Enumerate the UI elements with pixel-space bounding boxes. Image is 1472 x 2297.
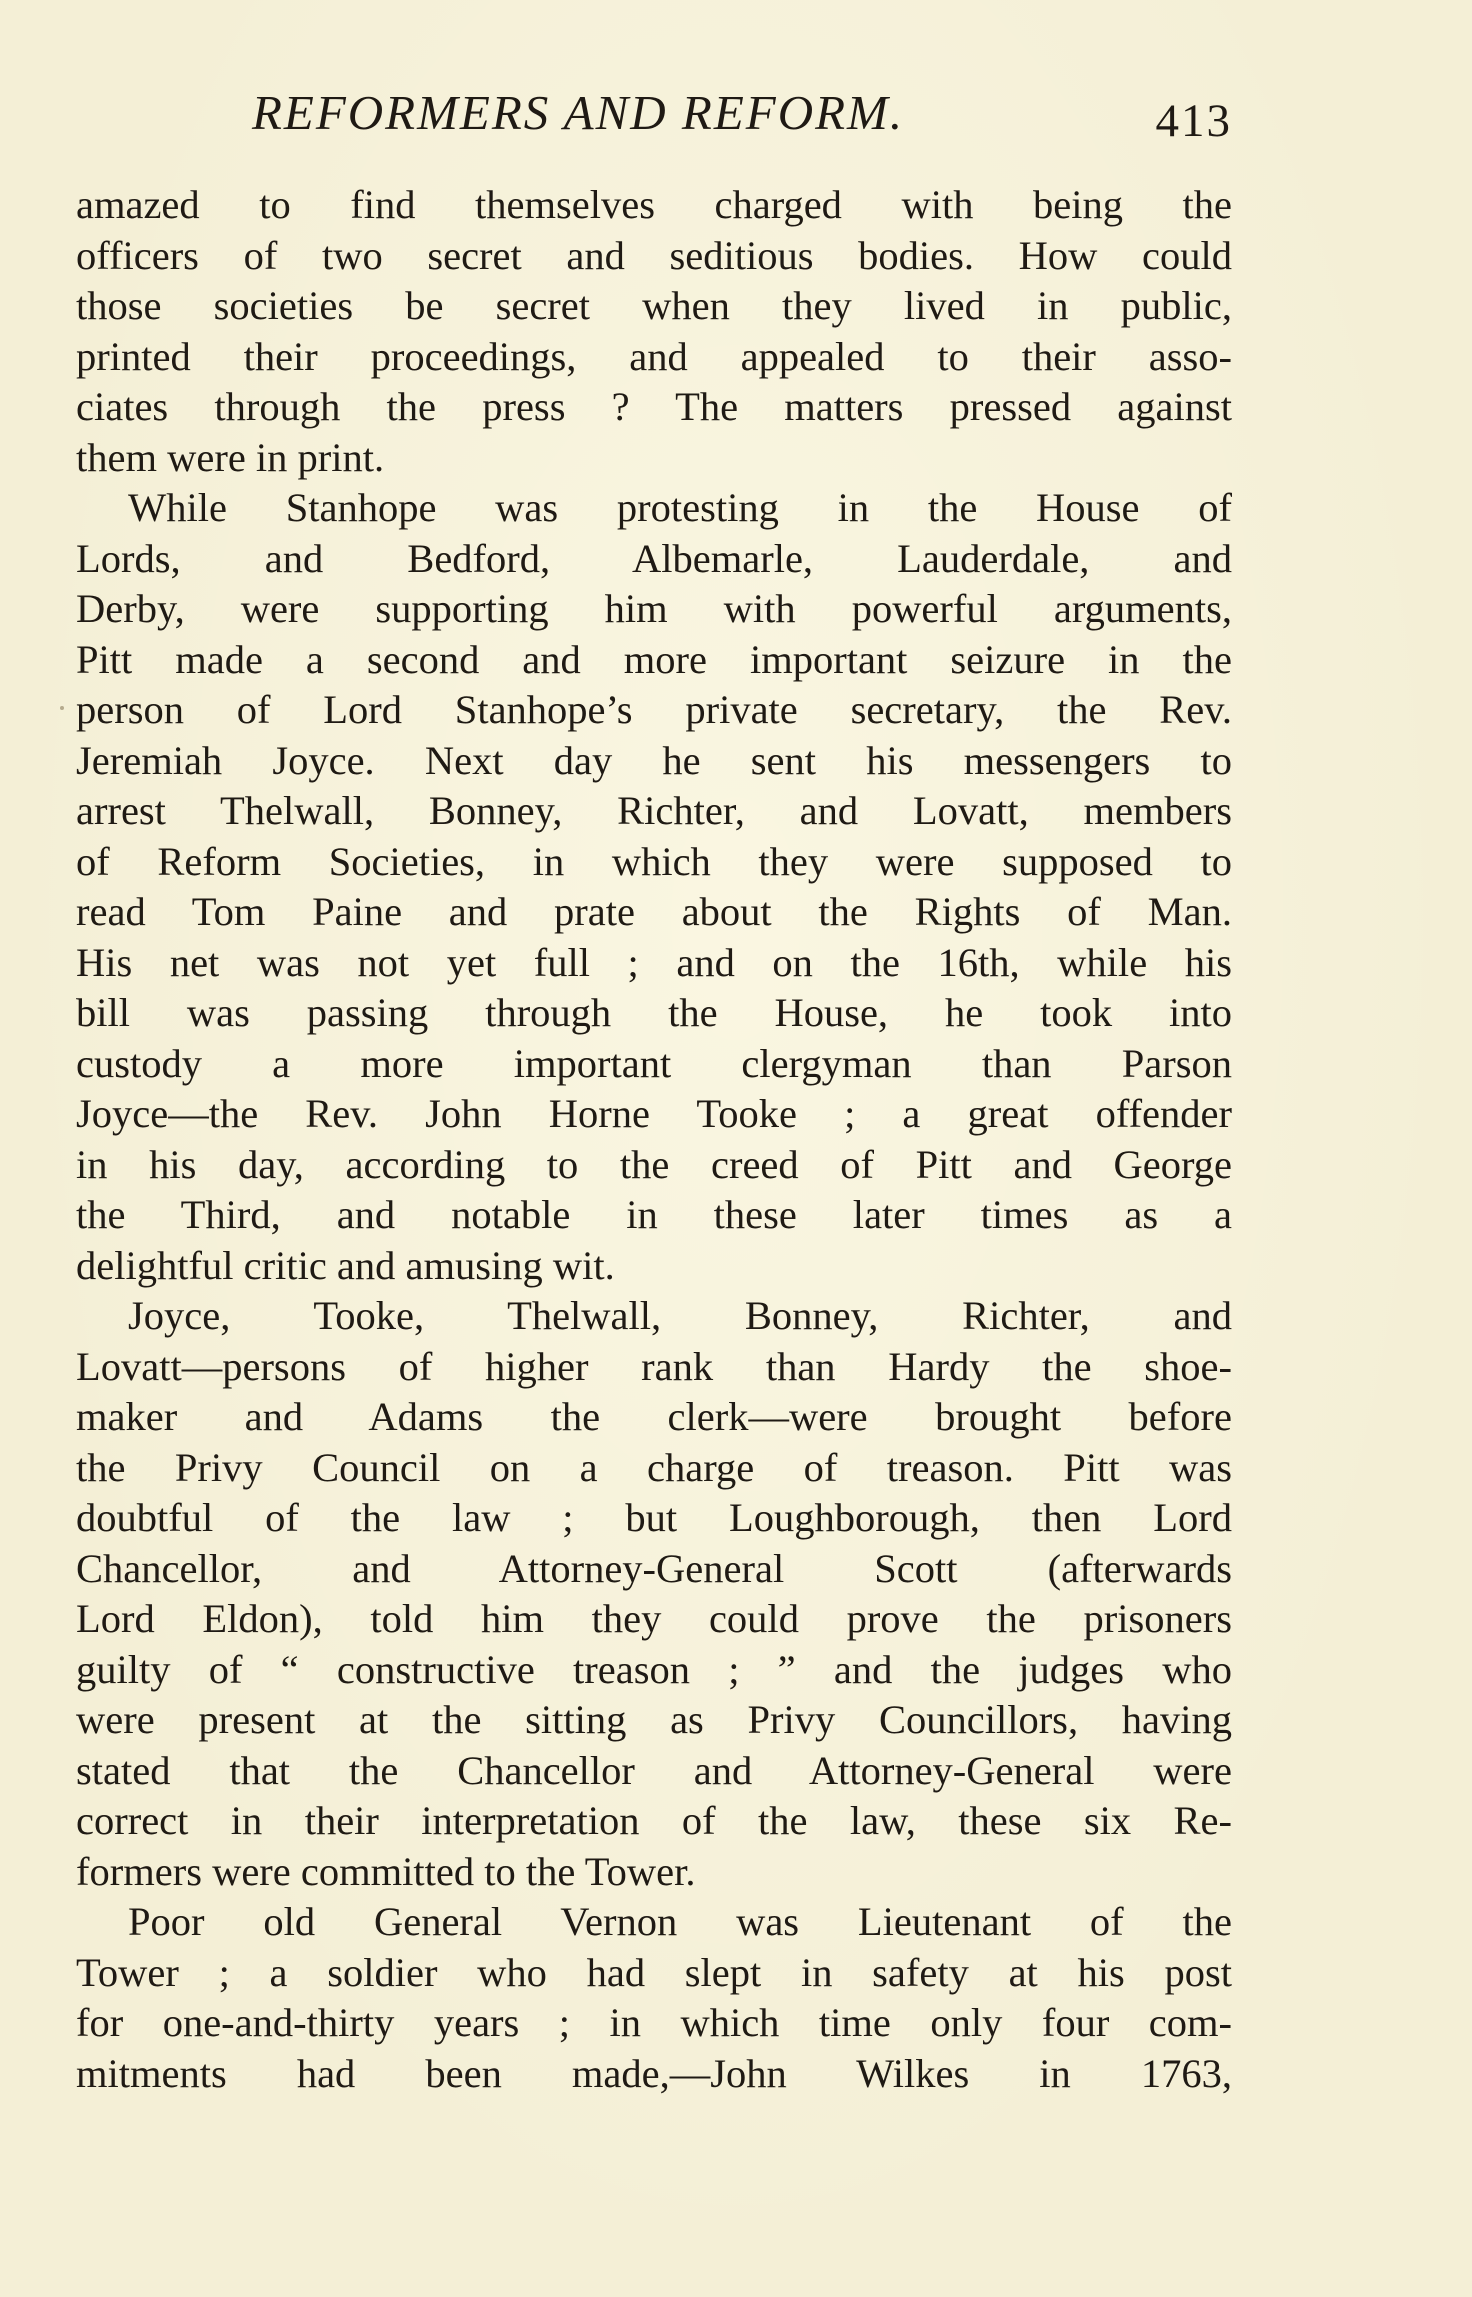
text-line: Poor old General Vernon was Lieutenant of the: [128, 1899, 1232, 1944]
text-line: person of Lord Stanhope’s private secretary, the Rev.: [76, 687, 1232, 732]
text-line: were present at the sitting as Privy Councillors, having: [76, 1697, 1232, 1742]
text-line: doubtful of the law ; but Loughborough, then Lord: [76, 1495, 1232, 1540]
page-number: 413: [1155, 95, 1232, 147]
text-line: guilty of “ constructive treason ; ” and the judges who: [76, 1646, 1232, 1692]
text-line: in his day, according to the creed of Pitt and George: [76, 1141, 1232, 1187]
text-line: Lord Eldon), told him they could prove the prisoners: [76, 1596, 1232, 1641]
text-line: formers were committed to the Tower.: [76, 1848, 696, 1894]
text-line: amazed to find themselves charged with being the: [76, 182, 1232, 227]
text-line: stated that the Chancellor and Attorney-General were: [76, 1747, 1232, 1793]
text-line: arrest Thelwall, Bonney, Richter, and Lovatt, members: [76, 788, 1232, 833]
text-line: printed their proceedings, and appealed to their asso-: [76, 333, 1232, 379]
text-line: Joyce, Tooke, Thelwall, Bonney, Richter, and: [128, 1293, 1232, 1338]
text-line: While Stanhope was protesting in the House of: [128, 485, 1232, 530]
text-line: of Reform Societies, in which they were supposed to: [76, 838, 1232, 884]
text-line: delightful critic and amusing wit.: [76, 1242, 615, 1288]
running-head: [76, 78, 1232, 148]
text-line: them were in print.: [76, 434, 385, 480]
text-line: maker and Adams the clerk—were brought before: [76, 1394, 1232, 1439]
text-line: Lords, and Bedford, Albemarle, Lauderdale, and: [76, 535, 1232, 581]
text-line: read Tom Paine and prate about the Rights of Man.: [76, 889, 1232, 934]
text-line: correct in their interpretation of the law, these six Re-: [76, 1798, 1232, 1843]
running-title: REFORMERS AND REFORM.: [252, 85, 905, 140]
text-line: His net was not yet full ; and on the 16th, while his: [76, 939, 1232, 985]
text-line: ciates through the press ? The matters pressed against: [76, 384, 1232, 429]
text-line: for one-and-thirty years ; in which time only four com-: [76, 2000, 1232, 2045]
text-line: bill was passing through the House, he took into: [76, 990, 1232, 1035]
text-line: Lovatt—persons of higher rank than Hardy the shoe-: [76, 1343, 1232, 1389]
text-line: Joyce—the Rev. John Horne Tooke ; a great offender: [76, 1091, 1232, 1136]
body-text: [76, 180, 1232, 2099]
text-line: officers of two secret and seditious bodies. How could: [76, 232, 1232, 278]
text-line: Chancellor, and Attorney-General Scott (afterwards: [76, 1545, 1232, 1591]
margin-mark: [60, 706, 64, 710]
text-line: Derby, were supporting him with powerful arguments,: [76, 586, 1232, 631]
text-line: the Third, and notable in these later times as a: [76, 1192, 1232, 1237]
text-line: custody a more important clergyman than Parson: [76, 1040, 1232, 1086]
text-line: mitments had been made,—John Wilkes in 1763,: [76, 2050, 1232, 2096]
text-line: the Privy Council on a charge of treason. Pitt was: [76, 1444, 1232, 1490]
text-line: Pitt made a second and more important seizure in the: [76, 636, 1232, 682]
text-line: Jeremiah Joyce. Next day he sent his messengers to: [76, 737, 1232, 783]
text-line: those societies be secret when they lived in public,: [76, 283, 1232, 328]
text-line: Tower ; a soldier who had slept in safety at his post: [76, 1949, 1232, 1995]
